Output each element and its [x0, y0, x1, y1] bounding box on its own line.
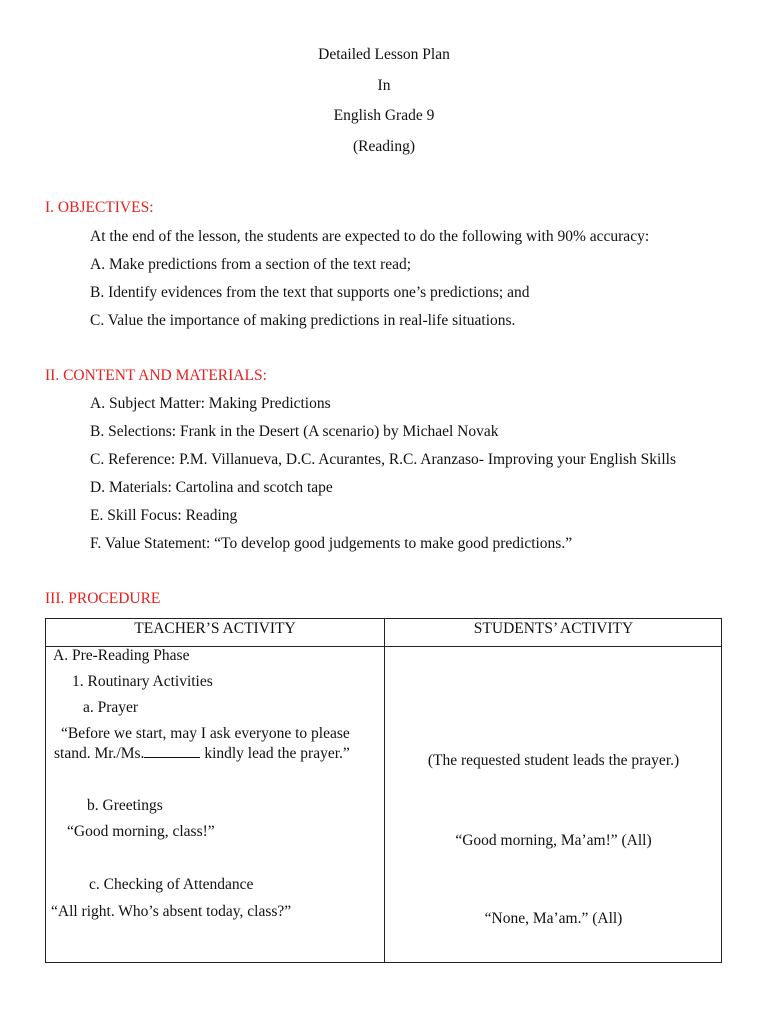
- greetings-response: “Good morning, Ma’am!” (All): [455, 832, 652, 849]
- content-item: B. Selections: Frank in the Desert (A scenario) by Michael Novak: [90, 423, 499, 440]
- attendance-text: “All right. Who’s absent today, class?”: [51, 903, 292, 920]
- content-heading: II. CONTENT AND MATERIALS:: [45, 367, 267, 384]
- prayer-text-line2-start: stand. Mr./Ms.: [54, 745, 145, 762]
- phase-label: A. Pre-Reading Phase: [53, 647, 190, 664]
- attendance-response: “None, Ma’am.” (All): [484, 910, 623, 927]
- prayer-text-line1: “Before we start, may I ask everyone to please: [61, 725, 350, 742]
- content-item: E. Skill Focus: Reading: [90, 507, 238, 524]
- prayer-label: a. Prayer: [83, 699, 139, 716]
- objectives-heading: I. OBJECTIVES:: [45, 199, 154, 216]
- procedure-heading: III. PROCEDURE: [45, 590, 161, 607]
- greetings-label: b. Greetings: [87, 797, 163, 814]
- routine-label: 1. Routinary Activities: [72, 673, 213, 690]
- subject-area: (Reading): [353, 138, 415, 155]
- document-title: Detailed Lesson Plan: [318, 46, 450, 63]
- procedure-table: [45, 618, 722, 963]
- content-item: D. Materials: Cartolina and scotch tape: [90, 479, 333, 496]
- prayer-response: (The requested student leads the prayer.): [427, 752, 680, 769]
- subject-title: English Grade 9: [333, 107, 435, 124]
- teacher-activity-header: TEACHER’S ACTIVITY: [134, 620, 296, 637]
- objective-item: B. Identify evidences from the text that supports one’s predictions; and: [90, 284, 530, 301]
- content-item: A. Subject Matter: Making Predictions: [90, 395, 331, 412]
- content-item: F. Value Statement: “To develop good judgements to make good predictions.”: [90, 535, 573, 552]
- objectives-intro: At the end of the lesson, the students are expected to do the following with 90% accuracy:: [90, 228, 650, 245]
- objective-item: C. Value the importance of making predictions in real-life situations.: [90, 312, 516, 329]
- prayer-text-line2: [54, 745, 350, 763]
- greetings-text: “Good morning, class!”: [67, 823, 215, 840]
- objective-item: A. Make predictions from a section of the text read;: [90, 256, 412, 273]
- content-item: C. Reference: P.M. Villanueva, D.C. Acurantes, R.C. Aranzaso- Improving your English Skills: [90, 451, 676, 468]
- name-blank: [144, 745, 200, 758]
- title-in: In: [377, 77, 391, 94]
- attendance-label: c. Checking of Attendance: [89, 876, 254, 893]
- students-activity-header: STUDENTS’ ACTIVITY: [473, 620, 634, 637]
- prayer-text-line2-end: kindly lead the prayer.”: [204, 745, 350, 762]
